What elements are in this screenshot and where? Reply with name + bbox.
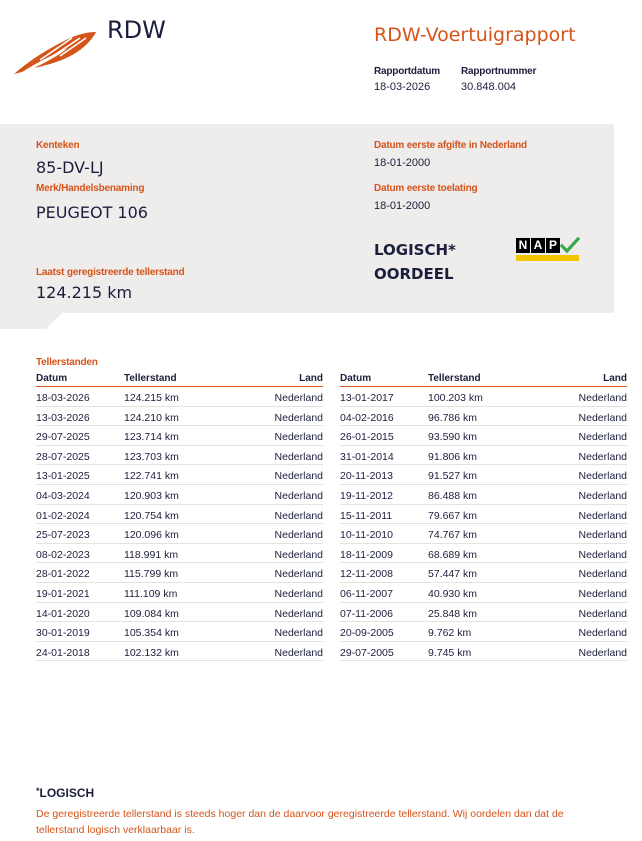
row-date: 30-01-2019 — [36, 627, 90, 640]
row-date: 28-01-2022 — [36, 568, 90, 581]
rdw-feather-icon — [10, 16, 100, 78]
table-row — [36, 465, 323, 485]
row-date: 29-07-2025 — [36, 431, 90, 444]
row-land: Nederland — [578, 548, 627, 561]
table-row — [36, 505, 323, 525]
table-row — [340, 622, 627, 642]
row-land: Nederland — [578, 392, 627, 404]
row-date: 06-11-2007 — [340, 587, 393, 600]
row-date: 18-11-2009 — [340, 548, 393, 561]
row-land: Nederland — [274, 568, 323, 581]
row-land: Nederland — [578, 411, 627, 424]
row-land: Nederland — [274, 509, 323, 522]
toelating-label: Datum eerste toelating — [374, 183, 478, 194]
row-date: 15-11-2011 — [340, 509, 393, 522]
toelating-value: 18-01-2000 — [374, 200, 431, 212]
row-land: Nederland — [578, 450, 627, 463]
table-row — [36, 583, 323, 603]
table-row — [36, 642, 323, 662]
table-row — [340, 426, 627, 446]
row-date: 28-07-2025 — [36, 450, 90, 463]
row-tellerstand: 115.799 km — [124, 568, 179, 581]
row-land: Nederland — [578, 568, 627, 581]
row-land: Nederland — [274, 450, 323, 463]
col-tellerstand: Tellerstand — [428, 373, 481, 384]
row-tellerstand: 40.930 km — [428, 587, 478, 600]
rapportnummer-label: Rapportnummer — [461, 66, 537, 77]
row-land: Nederland — [578, 489, 627, 502]
row-land: Nederland — [578, 646, 627, 659]
row-tellerstand: 102.132 km — [124, 646, 179, 659]
row-land: Nederland — [274, 548, 323, 561]
row-date: 24-01-2018 — [36, 646, 90, 659]
table-row — [340, 407, 627, 427]
row-tellerstand: 9.745 km — [428, 646, 472, 659]
table-row — [340, 524, 627, 544]
table-row — [36, 603, 323, 623]
row-date: 19-11-2012 — [340, 489, 393, 502]
row-land: Nederland — [578, 627, 627, 640]
afgifte-label: Datum eerste afgifte in Nederland — [374, 140, 527, 151]
row-tellerstand: 91.806 km — [428, 450, 478, 463]
table-header — [340, 373, 627, 387]
row-date: 20-11-2013 — [340, 470, 393, 483]
row-land: Nederland — [578, 470, 627, 483]
row-land: Nederland — [578, 587, 627, 600]
footer-star: * — [36, 786, 40, 796]
row-date: 25-07-2023 — [36, 529, 90, 542]
row-tellerstand: 120.903 km — [124, 489, 179, 502]
nap-letter-a: A — [531, 238, 545, 253]
kenteken-value: 85-DV-LJ — [36, 158, 104, 177]
table-row — [36, 387, 323, 407]
row-tellerstand: 93.590 km — [428, 431, 478, 444]
row-date: 01-02-2024 — [36, 509, 90, 522]
row-tellerstand: 118.991 km — [124, 548, 179, 561]
row-tellerstand: 105.354 km — [124, 627, 179, 640]
afgifte-value: 18-01-2000 — [374, 157, 431, 169]
row-land: Nederland — [274, 489, 323, 502]
row-date: 19-01-2021 — [36, 587, 90, 600]
table-row — [340, 544, 627, 564]
table-row — [340, 603, 627, 623]
row-tellerstand: 79.667 km — [428, 509, 478, 522]
table-row — [340, 563, 627, 583]
footer-heading — [36, 786, 94, 800]
col-datum: Datum — [36, 373, 68, 384]
row-land: Nederland — [274, 411, 323, 424]
row-land: Nederland — [578, 529, 627, 542]
col-tellerstand: Tellerstand — [124, 373, 177, 384]
footer-text-line2: tellerstand logisch verklaarbaar is. — [36, 824, 195, 836]
footer-heading-text: LOGISCH — [39, 786, 95, 800]
row-land: Nederland — [274, 607, 323, 620]
oordeel-line1: LOGISCH* — [374, 241, 456, 259]
row-date: 26-01-2015 — [340, 431, 394, 444]
row-tellerstand: 25.848 km — [428, 607, 478, 620]
row-land: Nederland — [274, 529, 323, 542]
table-row — [340, 446, 627, 466]
table-row — [340, 505, 627, 525]
merk-label: Merk/Handelsbenaming — [36, 183, 145, 194]
row-date: 18-03-2026 — [36, 392, 90, 404]
row-date: 31-01-2014 — [340, 450, 394, 463]
logo-text: RDW — [107, 16, 166, 44]
table-row — [36, 563, 323, 583]
row-land: Nederland — [274, 627, 323, 640]
row-tellerstand: 120.096 km — [124, 529, 179, 542]
row-tellerstand: 86.488 km — [428, 489, 478, 502]
row-date: 10-11-2010 — [340, 529, 393, 542]
row-tellerstand: 68.689 km — [428, 548, 478, 561]
rdw-logo — [10, 16, 180, 78]
row-tellerstand: 74.767 km — [428, 529, 478, 542]
kenteken-label: Kenteken — [36, 140, 80, 151]
panel-notch — [0, 313, 70, 329]
nap-letter-n: N — [516, 238, 530, 253]
row-land: Nederland — [578, 607, 627, 620]
row-date: 04-03-2024 — [36, 489, 90, 502]
nap-badge — [516, 238, 579, 262]
table-row — [36, 622, 323, 642]
table-header — [36, 373, 323, 387]
rapportdatum-value: 18-03-2026 — [374, 81, 431, 93]
row-date: 08-02-2023 — [36, 548, 90, 561]
table-row — [36, 407, 323, 427]
tellerstand-label: Laatst geregistreerde tellerstand — [36, 267, 185, 278]
table-row — [340, 485, 627, 505]
merk-value: PEUGEOT 106 — [36, 203, 148, 222]
row-tellerstand: 57.447 km — [428, 568, 478, 581]
row-tellerstand: 123.714 km — [124, 431, 179, 444]
col-land: Land — [603, 373, 627, 384]
table-row — [36, 426, 323, 446]
row-tellerstand: 96.786 km — [428, 411, 478, 424]
row-land: Nederland — [578, 431, 627, 444]
checkmark-icon — [560, 237, 580, 254]
row-tellerstand: 109.084 km — [124, 607, 179, 620]
oordeel-line2: OORDEEL — [374, 265, 454, 283]
tellerstanden-table-right — [340, 373, 627, 661]
row-tellerstand: 123.703 km — [124, 450, 179, 463]
report-title: RDW-Voertuigrapport — [374, 24, 576, 46]
table-row — [36, 524, 323, 544]
row-land: Nederland — [274, 392, 323, 404]
tellerstanden-label: Tellerstanden — [36, 357, 98, 368]
row-date: 20-09-2005 — [340, 627, 394, 640]
rapportdatum-label: Rapportdatum — [374, 66, 440, 77]
row-tellerstand: 122.741 km — [124, 470, 179, 483]
table-row — [340, 642, 627, 662]
row-date: 14-01-2020 — [36, 607, 90, 620]
table-row — [36, 485, 323, 505]
row-date: 12-11-2008 — [340, 568, 393, 581]
row-tellerstand: 9.762 km — [428, 627, 472, 640]
tellerstanden-table-left — [36, 373, 323, 661]
row-land: Nederland — [578, 509, 627, 522]
row-land: Nederland — [274, 587, 323, 600]
footer-text-line1: De geregistreerde tellerstand is steeds hoger dan de daarvoor geregistreerde tellerstand. Wij oordelen dan dat de — [36, 808, 564, 820]
row-date: 07-11-2006 — [340, 607, 393, 620]
row-land: Nederland — [274, 431, 323, 444]
row-date: 13-01-2017 — [340, 392, 394, 404]
table-row — [340, 583, 627, 603]
row-date: 04-02-2016 — [340, 411, 394, 424]
nap-letter-p: P — [546, 238, 560, 253]
row-land: Nederland — [274, 646, 323, 659]
row-tellerstand: 124.210 km — [124, 411, 179, 424]
table-row — [36, 544, 323, 564]
table-row — [340, 465, 627, 485]
nap-yellow-bar — [516, 255, 579, 261]
table-row — [36, 446, 323, 466]
row-land: Nederland — [274, 470, 323, 483]
row-tellerstand: 100.203 km — [428, 392, 483, 404]
col-land: Land — [299, 373, 323, 384]
rapportnummer-value: 30.848.004 — [461, 81, 517, 93]
table-row — [340, 387, 627, 407]
row-date: 13-03-2026 — [36, 411, 90, 424]
row-tellerstand: 111.109 km — [124, 587, 178, 600]
row-tellerstand: 124.215 km — [124, 392, 179, 404]
row-date: 13-01-2025 — [36, 470, 90, 483]
row-date: 29-07-2005 — [340, 646, 394, 659]
col-datum: Datum — [340, 373, 372, 384]
row-tellerstand: 120.754 km — [124, 509, 179, 522]
tellerstand-value: 124.215 km — [36, 283, 133, 302]
row-tellerstand: 91.527 km — [428, 470, 478, 483]
